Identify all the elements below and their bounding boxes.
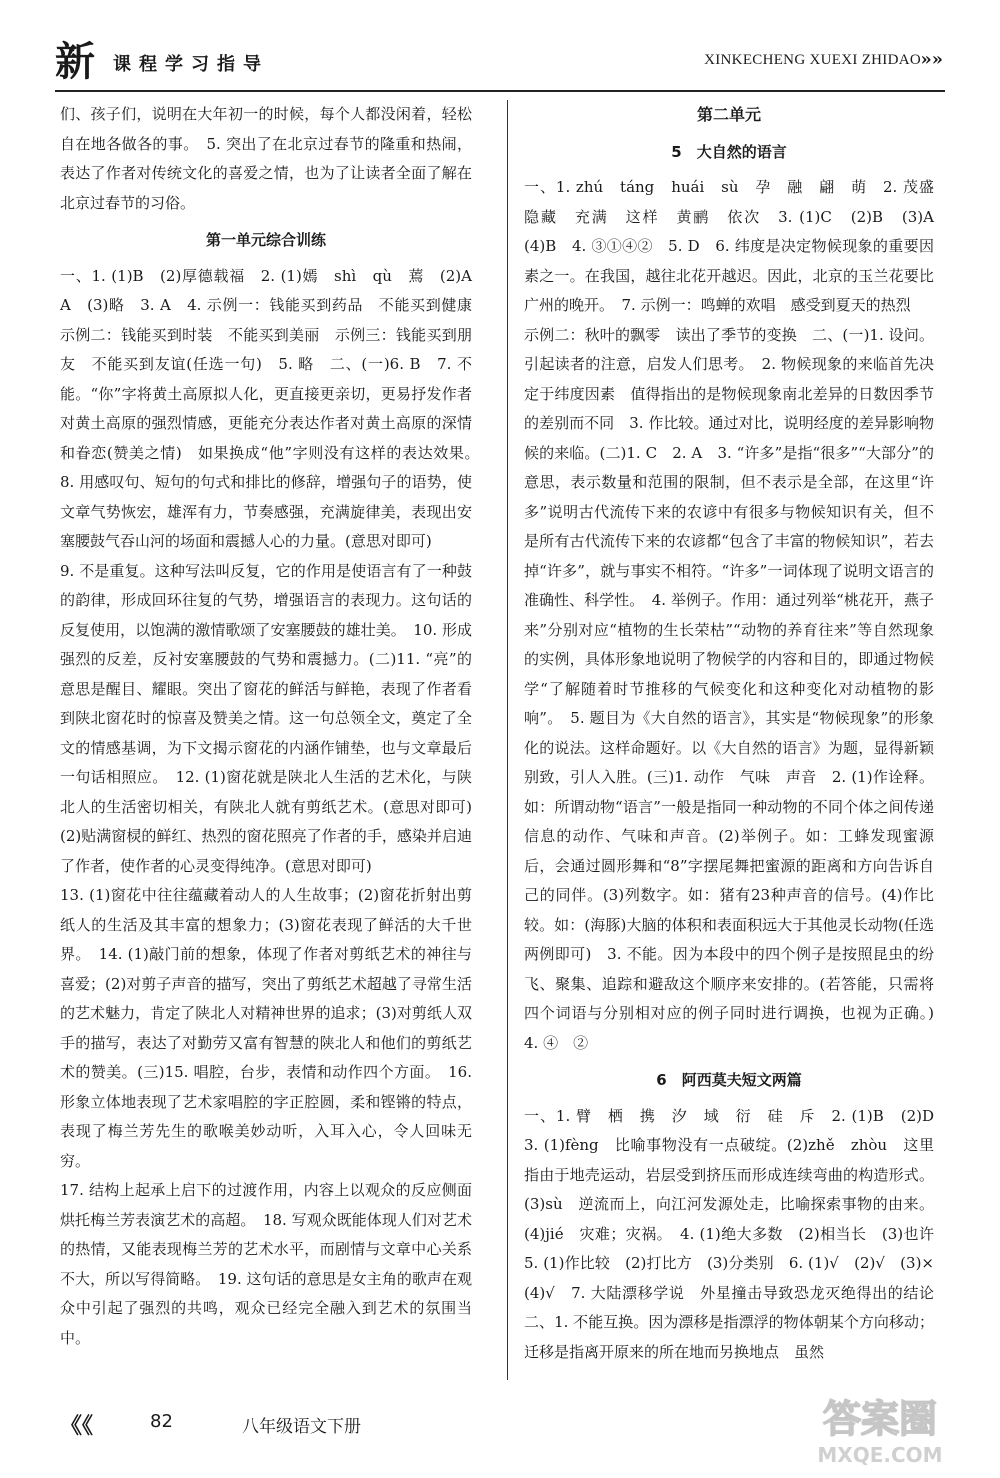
answer-paragraph: 一、1. (1)B (2)厚德载福 2. (1)嫣 shì qù 蔫 (2)A A (3)略 3. A 4. 示例一：钱能买到药品 不能买到健康 示例二：钱能买到时装 不能买到美丽 示例三：钱能买到朋友 不能买到友谊(任选一句) 5. 略 二、(一)6. B 7. 不能。“你”字将黄土高原拟人化，更直接更亲切，更易抒发作者对黄土高原的强烈情感，更能充分表达作者对黄土高原的深情和眷恋(赞美之情) 如果换成“他”字则没有这样的表达效果。 8. 用感叹句、短句的句式和排比的修辞，增强句子的语势，使文章气势恢宏，雄浑有力，节奏感强，充满旋律美，表现出安塞腰鼓气吞山河的场面和震撼人心的力量。(意思对即可) [60,266,488,550]
double-chevron-left-icon: 《《 [60,1414,94,1439]
answer-paragraph: 一、1. zhú táng huái sù 孕 融 翩 萌 2. 茂盛 隐藏 充满 这样 黄鹂 依次 3. (1)C (2)B (3)A (4)B 4. ③①④② 5. D 6. 纬度是决定物候现象的重要因素之一。在我国，越往北花开越迟。因此，北京的玉兰花要比广州的晚开。 7. 示例一：鸣蝉的欢唱 感受到夏天的热烈 [524,178,950,314]
book-title: 八年级语文下册 [242,1417,361,1437]
page-number: 82 [150,1411,173,1432]
lesson-heading: 5 大自然的语言 [671,142,787,161]
section-heading: 第一单元综合训练 [205,231,326,249]
answer-paragraph: 们、孩子们，说明在大年初一的时候，每个人都没闲着，轻松自在地各做各的事。 5. 突出了在北京过春节的隆重和热闹，表达了作者对传统文化的喜爱之情，也为了让读者全面了解在北京过春节的习俗。 [60,105,472,212]
watermark-url: MXQE.COM [817,1443,943,1467]
series-subtitle: XINKECHENG XUEXI ZHIDAO [704,52,921,68]
page-footer [60,1405,460,1445]
page-header [55,40,945,92]
column-divider [507,100,508,1380]
watermark-text: 答案圈 [822,1397,938,1441]
answer-paragraph: 13. (1)窗花中往往蕴藏着动人的人生故事；(2)窗花折射出剪纸人的生活及其丰富的想象力；(3)窗花表现了鲜活的大千世界。 14. (1)敲门前的想象，体现了作者对剪纸艺术的神往与喜爱；(2)对剪子声音的描写，突出了剪纸艺术超越了寻常生活的艺术魅力，肯定了陕北人对精神世界的追求；(3)对剪纸人双手的描写，表达了对勤劳又富有智慧的陕北人和他们的剪纸艺术的赞美。(三)15. 唱腔，台步，表情和动作四个方面。 16. 形象立体地表现了艺术家唱腔的字正腔圆，柔和铿锵的特点，表现了梅兰芳先生的歌喉美妙动听，入耳入心，令人回味无穷。 [60,886,472,1170]
series-title: 课程学习指导 [113,54,269,75]
answer-paragraph: 9. 不是重复。这种写法叫反复，它的作用是使语言有了一种鼓的韵律，形成回环往复的气势，增强语言的表现力。这句话的反复使用，以饱满的激情歌颂了安塞腰鼓的雄壮美。 10. 形成强烈的反差，反衬安塞腰鼓的气势和震撼力。(二)11. “亮”的意思是醒目、耀眼。突出了窗花的鲜活与鲜艳，表现了作者看到陕北窗花时的惊喜及赞美之情。这一句总领全文，奠定了全文的情感基调，为下文揭示窗花的内涵作铺垫，也与文章最后一句话相照应。 12. (1)窗花就是陕北人生活的艺术化，与陕北人的生活密切相关，有陕北人就有剪纸艺术。(意思对即可) (2)贴满窗棂的鲜红、热烈的窗花照亮了作者的手，感染并启迪了作者，使作者的心灵变得纯净。(意思对即可) [60,561,488,875]
right-column [524,100,950,1367]
watermark-logo [790,1390,970,1470]
logo-mark: 新 [55,38,95,85]
left-column [60,100,488,1353]
answer-paragraph: 17. 结构上起承上启下的过渡作用，内容上以观众的反应侧面烘托梅兰芳表演艺术的高超。 18. 写观众既能体现人们对艺术的热情，又能表现梅兰芳的艺术水平，而剧情与文章中心关系不大，所以写得简略。 19. 这句话的意思是女主角的歌声在观众中引起了强烈的共鸣，观众已经完全融入到艺术的氛围当中。 [60,1181,472,1347]
lesson-heading: 6 阿西莫夫短文两篇 [656,1071,802,1089]
unit-heading: 第二单元 [696,105,761,124]
answer-paragraph: 示例二：秋叶的飘零 读出了季节的变换 二、(一)1. 设问。引起读者的注意，启发人们思考。 2. 物候现象的来临首先决定于纬度因素 值得指出的是物候现象南北差异的日数因季节的差别而不同 3. 作比较。通过对比，说明经度的差异影响物候的来临。(二)1. C 2. A 3. “许多”是指“很多”“大部分”的意思，表示数量和范围的限制，但不表示是全部，在这里“许多”说明古代流传下来的农谚中有很多与物候知识有关，但不是所有古代流传下来的农谚都“包含了丰富的物候知识”，若去掉“许多”，就与事实不相符。“许多”一词体现了说明文语言的准确性、科学性。 4. 举例子。作用：通过列举“桃花开，燕子来”分别对应“植物的生长荣枯”“动物的养育往来”等自然现象的实例，具体形象地说明了物候学的内容和目的，即通过物候学“了解随着时节推移的气候变化和这种变化对动植物的影响”。 5. 题目为《大自然的语言》，其实是“物候现象”的形象化的说法。这样命题好。以《大自然的语言》为题，显得新颖别致，引人入胜。(三)1. 动作 气味 声音 2. (1)作诠释。如：所谓动物“语言”一般是指同一种动物的不同个体之间传递信息的动作、气味和声音。(2)举例子。如：工蜂发现蜜源后，会通过圆形舞和“8”字摆尾舞把蜜源的距离和方向告诉自己的同伴。(3)列数字。如：猪有23种声音的信号。(4)作比较。如：(海豚)大脑的体积和表面积远大于其他灵长动物(任选两例即可) 3. 不能。因为本段中的四个例子是按照昆虫的纷飞、聚集、追踪和避敌这个顺序来安排的。(若答能，只需将四个词语与分别相对应的例子同时进行调换，也视为正确。) 4. ④ ② [524,325,950,1052]
answer-paragraph: 一、1. 臂 栖 携 汐 域 衍 硅 斥 2. (1)B (2)D 3. (1)fèng 比喻事物没有一点破绽。(2)zhě zhòu 这里指由于地壳运动，岩层受到挤压而形成连续弯曲的构造形式。(3)sù 逆流而上，向江河发源处走，比喻探索事物的由来。(4)jié 灾难；灾祸。 4. (1)绝大多数 (2)相当长 (3)也许 5. (1)作比较 (2)打比方 (3)分类别 6. (1)√ (2)√ (3)× (4)√ 7. 大陆漂移学说 外星撞击导致恐龙灭绝得出的结论 二、1. 不能互换。因为漂移是指漂浮的物体朝某个方向移动；迁移是指离开原来的所在地而另换地点 虽然 [524,1106,950,1361]
double-chevron-right-icon: »» [920,49,943,70]
